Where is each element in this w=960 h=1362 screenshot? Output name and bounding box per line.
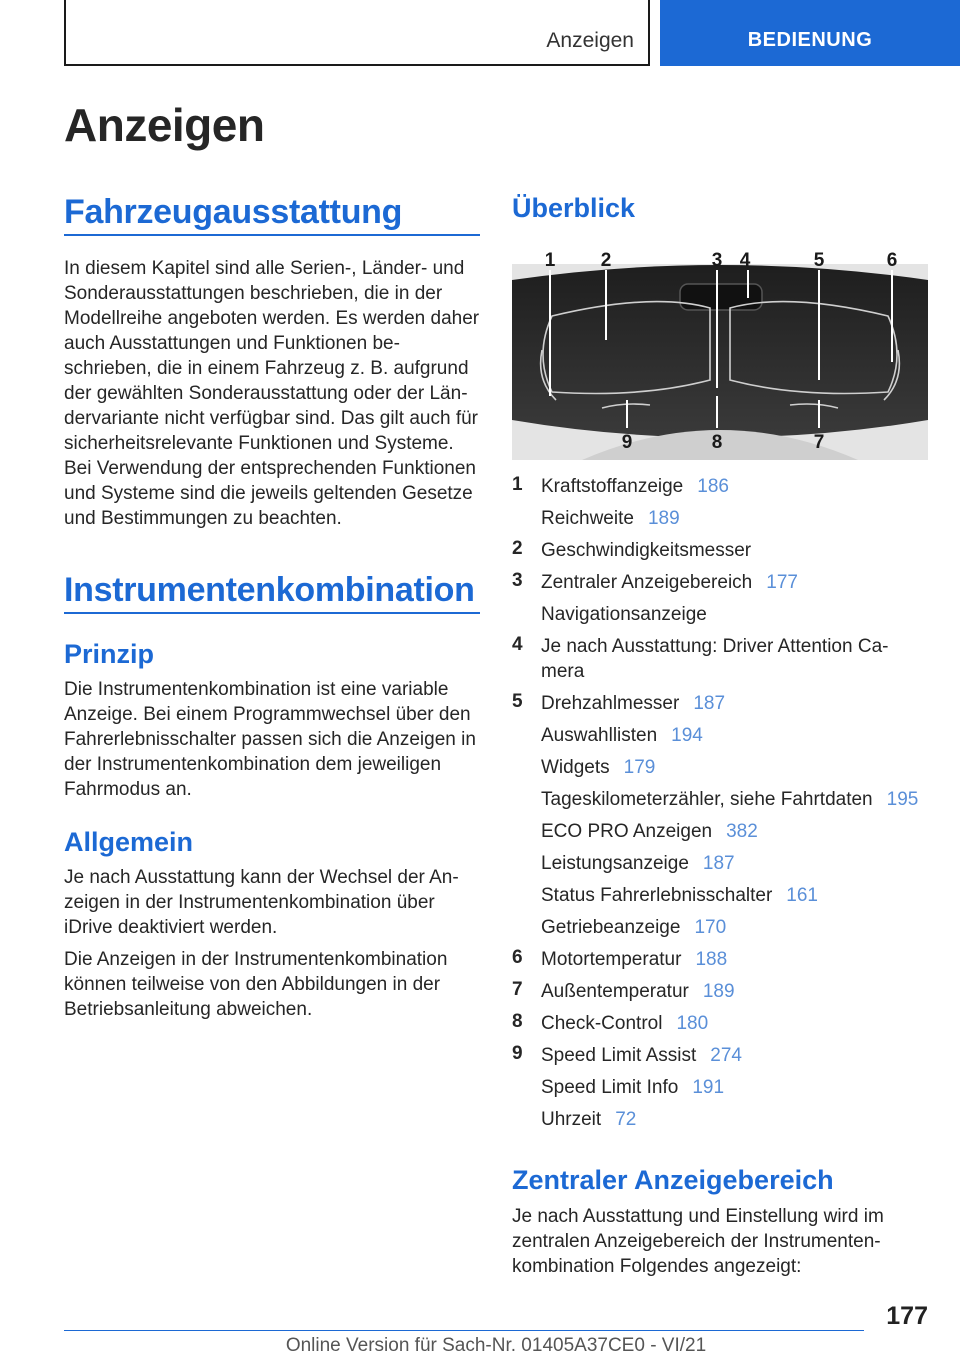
heading-rule: [64, 612, 480, 614]
paragraph-ausstattung: In diesem Kapitel sind alle Serien-, Länder- und Sonderausstattungen beschrieben, die in der Modellreihe angeboten werden. Es werden daher auch Ausstattungen und Funktionen beschrieben, die in einem Fahrzeug z. B. aufgrund der gewählten Sonderausstattung oder der Ländervariante nicht verfügbar sind. Das gilt auch für sicherheitsrelevante Funktionen und Systeme. Bei Verwendung der entsprechenden Funktionen und Systeme sind die jeweils geltenden Gesetze und Bestimmungen zu beachten.: [64, 258, 480, 529]
item-label: Status Fahrerlebnisschalter: [541, 885, 773, 906]
item-text-wrap: [541, 634, 911, 684]
list-item: [512, 751, 942, 783]
item-text-wrap: [541, 979, 735, 1004]
item-number: 2: [512, 538, 523, 559]
item-number: 6: [512, 947, 523, 968]
paragraph-zentral: Je nach Ausstattung und Einstellung wird im zentralen Anzeigebereich der Instrumentenkombination Folgendes angezeigt:: [512, 1206, 884, 1277]
page-reference-link[interactable]: 274: [710, 1045, 742, 1066]
page-reference-link[interactable]: 161: [786, 885, 818, 906]
callout-label: 1: [544, 250, 556, 271]
heading-instrumentenkombination: Instrumentenkombination: [64, 571, 475, 609]
callout-label: 4: [739, 250, 751, 271]
header-section-label: Anzeigen: [546, 29, 634, 52]
heading-allgemein: Allgemein: [64, 827, 194, 857]
heading-zentraler-anzeigebereich: Zentraler Anzeigebereich: [512, 1165, 834, 1195]
list-item: [512, 687, 942, 719]
item-label: Uhrzeit: [541, 1109, 602, 1130]
item-text-wrap: [541, 915, 726, 940]
item-number: 5: [512, 691, 523, 712]
paragraph-prinzip: Die Instrumentenkombination ist eine variable Anzeige. Bei einem Programmwechsel über den Fahrerlebnisschalter passen sich die Anzeigen in der Instrumentenkombination dem jeweiligen Fahrmodus an.: [64, 679, 476, 800]
item-label: Auswahllisten: [541, 725, 658, 746]
callout-label: 7: [813, 432, 825, 453]
item-text-wrap: [541, 570, 798, 595]
item-label: ECO PRO Anzeigen: [541, 821, 713, 842]
page-reference-link[interactable]: 194: [671, 725, 703, 746]
item-text-wrap: [541, 506, 680, 531]
list-item: [512, 975, 942, 1007]
heading-prinzip: Prinzip: [64, 639, 155, 669]
item-number: 8: [512, 1011, 523, 1032]
list-item: [512, 943, 942, 975]
page-reference-link[interactable]: 187: [702, 853, 735, 874]
instrument-cluster-illustration: [512, 240, 928, 460]
item-text-wrap: [541, 1043, 742, 1068]
header-section-box: [64, 0, 650, 66]
item-label: Leistungsanzeige: [541, 853, 689, 874]
header-chapter-label: BEDIENUNG: [747, 29, 873, 51]
legend-list: [512, 470, 942, 1135]
item-text-wrap: [541, 1075, 724, 1100]
list-item: [512, 502, 942, 534]
list-item: [512, 1071, 942, 1103]
page-reference-link[interactable]: 186: [697, 476, 729, 497]
heading-ueberblick: Überblick: [512, 193, 636, 223]
header-chapter-tab[interactable]: [660, 0, 960, 66]
page-reference-link[interactable]: 189: [702, 981, 735, 1002]
callout-label: 2: [600, 250, 612, 271]
footer-text: Online Version für Sach-Nr. 01405A37CE0 - VI/21: [285, 1335, 707, 1356]
callout-label: 8: [711, 432, 723, 453]
page-number: 177: [886, 1302, 928, 1330]
callout-label: 9: [621, 432, 633, 453]
item-label: Widgets: [541, 757, 610, 778]
item-text-wrap: [541, 691, 725, 716]
item-label: Speed Limit Info: [541, 1077, 679, 1098]
item-text-wrap: [541, 538, 751, 563]
list-item: [512, 783, 942, 815]
page-reference-link[interactable]: 179: [623, 757, 656, 778]
list-item: [512, 847, 942, 879]
item-number: 3: [512, 570, 523, 591]
item-label: Getriebeanzeige: [541, 917, 681, 938]
footer-rule: [64, 1330, 864, 1331]
list-item: [512, 630, 942, 687]
item-text-wrap: [541, 947, 727, 972]
item-label: Außentemperatur: [541, 981, 689, 1002]
page-reference-link[interactable]: 72: [615, 1109, 637, 1130]
item-label: Tageskilometerzähler, siehe Fahrtdaten: [541, 789, 873, 810]
item-number: 7: [512, 979, 523, 1000]
item-label: Kraftstoffanzeige: [541, 476, 684, 497]
item-label: Drehzahlmesser: [541, 693, 680, 714]
paragraph-allgemein-2: Die Anzeigen in der Instrumentenkombination können teilweise von den Abbildungen in der Betriebsanleitung abweichen.: [64, 949, 448, 1020]
callout-label: 3: [711, 250, 723, 271]
page-reference-link[interactable]: 188: [695, 949, 728, 970]
item-label: Je nach Ausstattung: Driver Attention Camera: [541, 636, 889, 682]
item-number: 4: [512, 634, 523, 655]
page-reference-link[interactable]: 382: [726, 821, 758, 842]
item-label: Check-Control: [541, 1013, 663, 1034]
paragraph-allgemein-1: Je nach Ausstattung kann der Wechsel der Anzeigen in der Instrumentenkombination über iDrive deaktiviert werden.: [64, 867, 459, 938]
list-item: [512, 815, 942, 847]
page-reference-link[interactable]: 180: [676, 1013, 709, 1034]
item-text-wrap: [541, 851, 735, 876]
page-reference-link[interactable]: 191: [692, 1077, 725, 1098]
item-text-wrap: [541, 602, 707, 627]
item-label: Speed Limit Assist: [541, 1045, 697, 1066]
item-text-wrap: [541, 819, 758, 844]
item-text-wrap: [541, 723, 703, 748]
page-reference-link[interactable]: 170: [694, 917, 727, 938]
page-reference-link[interactable]: 189: [647, 508, 680, 529]
item-label: Navigationsanzeige: [541, 604, 707, 625]
page-title: Anzeigen: [64, 99, 265, 151]
list-item: [512, 566, 942, 598]
item-number: 9: [512, 1043, 523, 1064]
list-item: [512, 879, 942, 911]
item-label: Reichweite: [541, 508, 634, 529]
list-item: [512, 1103, 942, 1135]
item-text-wrap: [541, 474, 729, 499]
page-reference-link[interactable]: 195: [886, 789, 919, 810]
list-item: [512, 719, 942, 751]
callout-label: 5: [813, 250, 825, 271]
heading-rule: [64, 234, 480, 236]
item-label: Geschwindigkeitsmesser: [541, 540, 752, 561]
list-item: [512, 911, 942, 943]
list-item: [512, 470, 942, 502]
item-text-wrap: [541, 787, 918, 812]
item-text-wrap: [541, 1107, 636, 1132]
item-number: 1: [512, 474, 523, 495]
item-text-wrap: [541, 755, 655, 780]
page-reference-link[interactable]: 187: [693, 693, 726, 714]
item-label: Zentraler Anzeigebereich: [541, 572, 753, 593]
list-item: [512, 1007, 942, 1039]
item-label: Motortemperatur: [541, 949, 682, 970]
item-text-wrap: [541, 883, 818, 908]
list-item: [512, 534, 942, 566]
list-item: [512, 598, 942, 630]
heading-fahrzeugausstattung: Fahrzeugausstattung: [64, 193, 403, 231]
page-reference-link[interactable]: 177: [766, 572, 798, 593]
callout-label: 6: [886, 250, 898, 271]
list-item: [512, 1039, 942, 1071]
item-text-wrap: [541, 1011, 708, 1036]
